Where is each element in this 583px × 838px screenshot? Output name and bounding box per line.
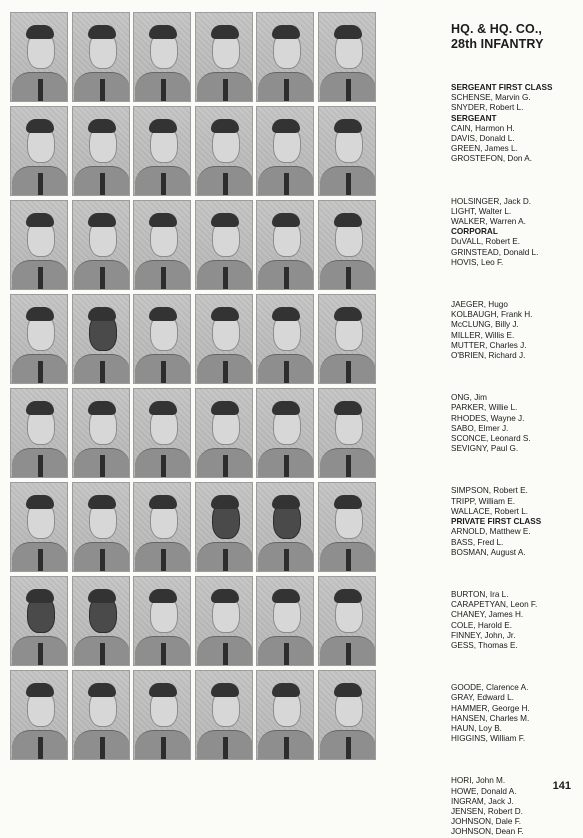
soldier-name: TRIPP, William E. bbox=[451, 496, 515, 506]
soldier-name: JOHNSON, Dean F. bbox=[451, 827, 524, 837]
soldier-name: O'BRIEN, Richard J. bbox=[451, 351, 526, 361]
hair bbox=[149, 213, 177, 227]
portrait-photo bbox=[10, 294, 68, 384]
soldier-name: JENSEN, Robert D. bbox=[451, 806, 523, 816]
tie bbox=[284, 79, 289, 101]
soldier-name: LIGHT, Walter L. bbox=[451, 206, 512, 216]
portrait-photo bbox=[72, 670, 130, 760]
portrait-photo bbox=[133, 12, 191, 102]
soldier-name: GRAY, Edward L. bbox=[451, 693, 514, 703]
soldier-name: INGRAM, Jack J. bbox=[451, 796, 514, 806]
hair bbox=[272, 589, 300, 603]
tie bbox=[346, 79, 351, 101]
tie bbox=[38, 267, 43, 289]
portrait-photo bbox=[256, 200, 314, 290]
soldier-name: WALLACE, Robert L. bbox=[451, 506, 529, 516]
tie bbox=[161, 361, 166, 383]
tie bbox=[161, 643, 166, 665]
portrait-photo bbox=[318, 388, 376, 478]
hair bbox=[334, 495, 362, 509]
page-number: 141 bbox=[552, 780, 571, 792]
portrait-photo bbox=[133, 294, 191, 384]
roster-gap bbox=[451, 165, 579, 197]
tie bbox=[346, 549, 351, 571]
tie bbox=[38, 643, 43, 665]
portrait-photo bbox=[72, 576, 130, 666]
tie bbox=[100, 79, 105, 101]
tie bbox=[100, 643, 105, 665]
tie bbox=[223, 643, 228, 665]
portrait-grid bbox=[10, 12, 376, 764]
tie bbox=[100, 455, 105, 477]
tie bbox=[223, 267, 228, 289]
hair bbox=[211, 213, 239, 227]
hair bbox=[88, 683, 116, 697]
portrait-photo bbox=[133, 670, 191, 760]
hair bbox=[334, 119, 362, 133]
tie bbox=[284, 173, 289, 195]
portrait-photo bbox=[133, 576, 191, 666]
hair bbox=[88, 495, 116, 509]
hair bbox=[88, 213, 116, 227]
portrait-photo bbox=[10, 482, 68, 572]
hair bbox=[88, 589, 116, 603]
hair bbox=[88, 401, 116, 415]
hair bbox=[88, 307, 116, 321]
name-roster bbox=[451, 83, 579, 838]
soldier-name: JAEGER, Hugo bbox=[451, 300, 508, 310]
hair bbox=[334, 683, 362, 697]
portrait-photo bbox=[195, 200, 253, 290]
tie bbox=[223, 549, 228, 571]
tie bbox=[100, 737, 105, 759]
portrait-photo bbox=[256, 576, 314, 666]
soldier-name: BASS, Fred L. bbox=[451, 537, 504, 547]
portrait-photo bbox=[72, 200, 130, 290]
portrait-photo bbox=[318, 294, 376, 384]
tie bbox=[100, 267, 105, 289]
tie bbox=[38, 79, 43, 101]
portrait-photo bbox=[72, 12, 130, 102]
unit-title-line-1: HQ. & HQ. CO., bbox=[451, 22, 542, 36]
soldier-name: ARNOLD, Matthew E. bbox=[451, 527, 531, 537]
portrait-photo bbox=[256, 294, 314, 384]
soldier-name: PARKER, Willie L. bbox=[451, 403, 518, 413]
soldier-name: WALKER, Warren A. bbox=[451, 217, 526, 227]
hair bbox=[26, 25, 54, 39]
tie bbox=[38, 737, 43, 759]
soldier-name: RHODES, Wayne J. bbox=[451, 413, 525, 423]
portrait-photo bbox=[256, 106, 314, 196]
soldier-name: BURTON, Ira L. bbox=[451, 589, 509, 599]
soldier-name: HOLSINGER, Jack D. bbox=[451, 196, 532, 206]
hair bbox=[211, 589, 239, 603]
roster-gap bbox=[451, 268, 579, 300]
hair bbox=[149, 683, 177, 697]
soldier-name: GREEN, James L. bbox=[451, 144, 518, 154]
hair bbox=[334, 213, 362, 227]
hair bbox=[211, 307, 239, 321]
portrait-photo bbox=[10, 388, 68, 478]
tie bbox=[100, 549, 105, 571]
tie bbox=[161, 549, 166, 571]
hair bbox=[334, 307, 362, 321]
portrait-photo bbox=[133, 388, 191, 478]
hair bbox=[26, 589, 54, 603]
tie bbox=[346, 737, 351, 759]
tie bbox=[346, 361, 351, 383]
portrait-photo bbox=[10, 106, 68, 196]
soldier-name: SNYDER, Robert L. bbox=[451, 103, 524, 113]
hair bbox=[334, 589, 362, 603]
tie bbox=[223, 361, 228, 383]
tie bbox=[161, 79, 166, 101]
roster-gap bbox=[451, 361, 579, 393]
tie bbox=[161, 455, 166, 477]
portrait-photo bbox=[72, 482, 130, 572]
tie bbox=[223, 737, 228, 759]
portrait-photo bbox=[195, 670, 253, 760]
hair bbox=[149, 25, 177, 39]
soldier-name: SCHENSE, Marvin G. bbox=[451, 93, 531, 103]
portrait-photo bbox=[318, 482, 376, 572]
soldier-name: GRINSTEAD, Donald L. bbox=[451, 247, 539, 257]
portrait-photo bbox=[195, 294, 253, 384]
tie bbox=[284, 361, 289, 383]
soldier-name: GROSTEFON, Don A. bbox=[451, 154, 532, 164]
portrait-photo bbox=[133, 200, 191, 290]
hair bbox=[272, 401, 300, 415]
tie bbox=[346, 455, 351, 477]
soldier-name: COLE, Harold E. bbox=[451, 620, 512, 630]
hair bbox=[149, 307, 177, 321]
tie bbox=[284, 267, 289, 289]
portrait-photo bbox=[256, 670, 314, 760]
roster-gap bbox=[451, 651, 579, 683]
hair bbox=[211, 495, 239, 509]
tie bbox=[38, 173, 43, 195]
soldier-name: DuVALL, Robert E. bbox=[451, 237, 521, 247]
soldier-name: HOWE, Donald A. bbox=[451, 786, 517, 796]
tie bbox=[223, 455, 228, 477]
portrait-photo bbox=[195, 482, 253, 572]
portrait-photo bbox=[256, 12, 314, 102]
hair bbox=[334, 401, 362, 415]
soldier-name: DAVIS, Donald L. bbox=[451, 134, 515, 144]
tie bbox=[100, 361, 105, 383]
rank-heading: SERGEANT bbox=[451, 113, 497, 123]
hair bbox=[26, 495, 54, 509]
portrait-photo bbox=[195, 12, 253, 102]
hair bbox=[211, 25, 239, 39]
portrait-photo bbox=[318, 200, 376, 290]
soldier-name: KOLBAUGH, Frank H. bbox=[451, 310, 533, 320]
soldier-name: ONG, Jim bbox=[451, 393, 487, 403]
soldier-name: CAIN, Harmon H. bbox=[451, 123, 515, 133]
unit-title-line-2: 28th INFANTRY bbox=[451, 37, 544, 51]
hair bbox=[272, 25, 300, 39]
tie bbox=[38, 549, 43, 571]
soldier-name: CHANEY, James H. bbox=[451, 610, 524, 620]
portrait-photo bbox=[256, 388, 314, 478]
hair bbox=[88, 25, 116, 39]
tie bbox=[284, 549, 289, 571]
soldier-name: GESS, Thomas E. bbox=[451, 640, 518, 650]
hair bbox=[26, 683, 54, 697]
roster-gap bbox=[451, 454, 579, 486]
hair bbox=[26, 119, 54, 133]
soldier-name: MILLER, Willis E. bbox=[451, 330, 515, 340]
portrait-photo bbox=[10, 200, 68, 290]
tie bbox=[161, 737, 166, 759]
tie bbox=[161, 267, 166, 289]
soldier-name: HORI, John M. bbox=[451, 776, 506, 786]
soldier-name: SCONCE, Leonard S. bbox=[451, 434, 531, 444]
roster-gap bbox=[451, 558, 579, 590]
soldier-name: JOHNSON, Dale F. bbox=[451, 817, 522, 827]
hair bbox=[149, 119, 177, 133]
portrait-photo bbox=[10, 12, 68, 102]
tie bbox=[284, 455, 289, 477]
rank-heading: PRIVATE FIRST CLASS bbox=[451, 517, 542, 527]
portrait-photo bbox=[72, 294, 130, 384]
tie bbox=[38, 361, 43, 383]
soldier-name: HAUN, Loy B. bbox=[451, 723, 502, 733]
soldier-name: CARAPETYAN, Leon F. bbox=[451, 600, 538, 610]
soldier-name: SIMPSON, Robert E. bbox=[451, 486, 528, 496]
portrait-photo bbox=[10, 576, 68, 666]
hair bbox=[211, 401, 239, 415]
tie bbox=[100, 173, 105, 195]
hair bbox=[149, 401, 177, 415]
soldier-name: GOODE, Clarence A. bbox=[451, 683, 529, 693]
tie bbox=[346, 173, 351, 195]
hair bbox=[211, 683, 239, 697]
portrait-photo bbox=[195, 388, 253, 478]
portrait-photo bbox=[133, 482, 191, 572]
hair bbox=[149, 589, 177, 603]
tie bbox=[346, 267, 351, 289]
portrait-photo bbox=[72, 106, 130, 196]
portrait-photo bbox=[195, 106, 253, 196]
rank-heading: SERGEANT FIRST CLASS bbox=[451, 83, 553, 92]
hair bbox=[88, 119, 116, 133]
tie bbox=[346, 643, 351, 665]
roster-gap bbox=[451, 744, 579, 776]
tie bbox=[284, 643, 289, 665]
portrait-photo bbox=[318, 12, 376, 102]
soldier-name: FINNEY, John, Jr. bbox=[451, 630, 516, 640]
portrait-photo bbox=[256, 482, 314, 572]
soldier-name: McCLUNG, Billy J. bbox=[451, 320, 519, 330]
portrait-photo bbox=[10, 670, 68, 760]
hair bbox=[26, 401, 54, 415]
hair bbox=[272, 683, 300, 697]
hair bbox=[272, 119, 300, 133]
portrait-photo bbox=[318, 670, 376, 760]
soldier-name: SEVIGNY, Paul G. bbox=[451, 444, 519, 454]
hair bbox=[26, 213, 54, 227]
portrait-photo bbox=[318, 106, 376, 196]
tie bbox=[284, 737, 289, 759]
portrait-photo bbox=[318, 576, 376, 666]
soldier-name: HAMMER, George H. bbox=[451, 703, 530, 713]
tie bbox=[223, 173, 228, 195]
soldier-name: HANSEN, Charles M. bbox=[451, 713, 530, 723]
tie bbox=[223, 79, 228, 101]
hair bbox=[272, 213, 300, 227]
hair bbox=[272, 307, 300, 321]
hair bbox=[149, 495, 177, 509]
hair bbox=[211, 119, 239, 133]
soldier-name: HOVIS, Leo F. bbox=[451, 257, 504, 267]
rank-heading: CORPORAL bbox=[451, 227, 498, 237]
tie bbox=[38, 455, 43, 477]
hair bbox=[334, 25, 362, 39]
soldier-name: HIGGINS, William F. bbox=[451, 734, 526, 744]
hair bbox=[26, 307, 54, 321]
soldier-name: BOSMAN, August A. bbox=[451, 547, 526, 557]
portrait-photo bbox=[195, 576, 253, 666]
tie bbox=[161, 173, 166, 195]
portrait-photo bbox=[133, 106, 191, 196]
soldier-name: SABO, Elmer J. bbox=[451, 423, 509, 433]
caption-column bbox=[451, 22, 579, 838]
soldier-name: MUTTER, Charles J. bbox=[451, 340, 527, 350]
portrait-photo bbox=[72, 388, 130, 478]
hair bbox=[272, 495, 300, 509]
